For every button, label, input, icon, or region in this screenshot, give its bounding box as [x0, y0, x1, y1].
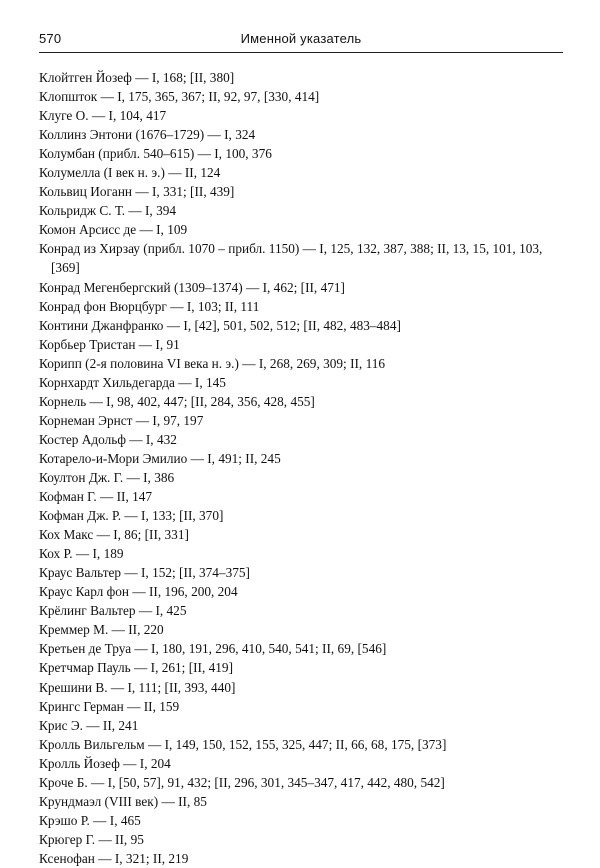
index-entry: Краус Вальтер — I, 152; [II, 374–375]: [39, 565, 250, 581]
index-entries: [39, 68, 563, 868]
index-entry: Крундмаэл (VIII век) — II, 85: [39, 793, 207, 809]
index-entry: Кох Макс — I, 86; [II, 331]: [39, 527, 189, 543]
index-entry: Ксенофан — I, 321; II, 219: [39, 850, 189, 866]
index-entry: Кофман Г. — II, 147: [39, 489, 153, 505]
index-entry: Контини Джанфранко — I, [42], 501, 502, 512; [II, 482, 483–484]: [39, 317, 401, 333]
index-entry: Кретчмар Пауль — I, 261; [II, 419]: [39, 660, 233, 676]
index-entry: Кофман Дж. Р. — I, 133; [II, 370]: [39, 508, 224, 524]
index-entry: Креммер М. — II, 220: [39, 622, 164, 638]
index-entry: Кролль Йозеф — I, 204: [39, 755, 171, 771]
index-entry: Крэшо Р. — I, 465: [39, 812, 141, 828]
index-entry: Кольвиц Иоганн — I, 331; [II, 439]: [39, 184, 235, 200]
index-entry: Корнхардт Хильдегарда — I, 145: [39, 374, 226, 390]
index-entry: Краус Карл фон — II, 196, 200, 204: [39, 584, 238, 600]
index-entry: Корнеман Эрнст — I, 97, 197: [39, 412, 204, 428]
index-entry: Крешини В. — I, 111; [II, 393, 440]: [39, 679, 236, 695]
index-entry: Клойтген Йозеф — I, 168; [II, 380]: [39, 70, 235, 85]
running-title: Именной указатель: [240, 31, 362, 46]
index-entry: Крингс Герман — II, 159: [39, 698, 180, 714]
index-entry: Корбьер Тристан — I, 91: [39, 336, 180, 352]
index-entry: Конрад фон Вюрцбург — I, 103; II, 111: [39, 298, 260, 314]
index-entry: Кретьен де Труа — I, 180, 191, 296, 410, 540, 541; II, 69, [546]: [39, 641, 387, 657]
index-entry: Кох Р. — I, 189: [39, 546, 124, 562]
index-entry: Коллинз Энтони (1676–1729) — I, 324: [39, 127, 256, 143]
index-entry: Корнель — I, 98, 402, 447; [II, 284, 356, 428, 455]: [39, 393, 315, 409]
index-entry: Кролль Вильгельм — I, 149, 150, 152, 155, 325, 447; II, 66, 68, 175, [373]: [39, 736, 447, 752]
index-entry: Колумелла (I век н. э.) — II, 124: [39, 165, 221, 181]
index-entry: Кроче Б. — I, [50, 57], 91, 432; [II, 296, 301, 345–347, 417, 442, 480, 542]: [39, 774, 445, 790]
index-entry: Коултон Дж. Г. — I, 386: [39, 469, 175, 485]
index-entry: Клуге О. — I, 104, 417: [39, 108, 167, 124]
page-number: 570: [39, 31, 62, 46]
index-entry: Крюгер Г. — II, 95: [39, 831, 144, 847]
index-entry: Конрад Мегенбергский (1309–1374) — I, 462; [II, 471]: [39, 279, 345, 295]
index-entry: Клопшток — I, 175, 365, 367; II, 92, 97, [330, 414]: [39, 89, 320, 105]
index-entry: Крёлинг Вальтер — I, 425: [39, 603, 187, 619]
index-entry: Корипп (2-я половина VI века н. э.) — I, 268, 269, 309; II, 116: [39, 355, 386, 371]
index-entry: Колумбан (прибл. 540–615) — I, 100, 376: [39, 146, 272, 162]
page-header: [39, 28, 563, 53]
index-entry: Костер Адольф — I, 432: [39, 431, 177, 447]
index-entry: Комон Арсисс де — I, 109: [39, 222, 188, 238]
index-entry: Котарело-и-Мори Эмилио — I, 491; II, 245: [39, 450, 281, 466]
index-entry: Конрад из Хирзау (прибл. 1070 – прибл. 1150) — I, 125, 132, 387, 388; II, 13, 15, 101, 103, [369]: [39, 241, 543, 276]
index-entry: Кольридж С. Т. — I, 394: [39, 203, 177, 219]
index-entry: Крис Э. — II, 241: [39, 717, 139, 733]
book-page: [39, 28, 563, 868]
